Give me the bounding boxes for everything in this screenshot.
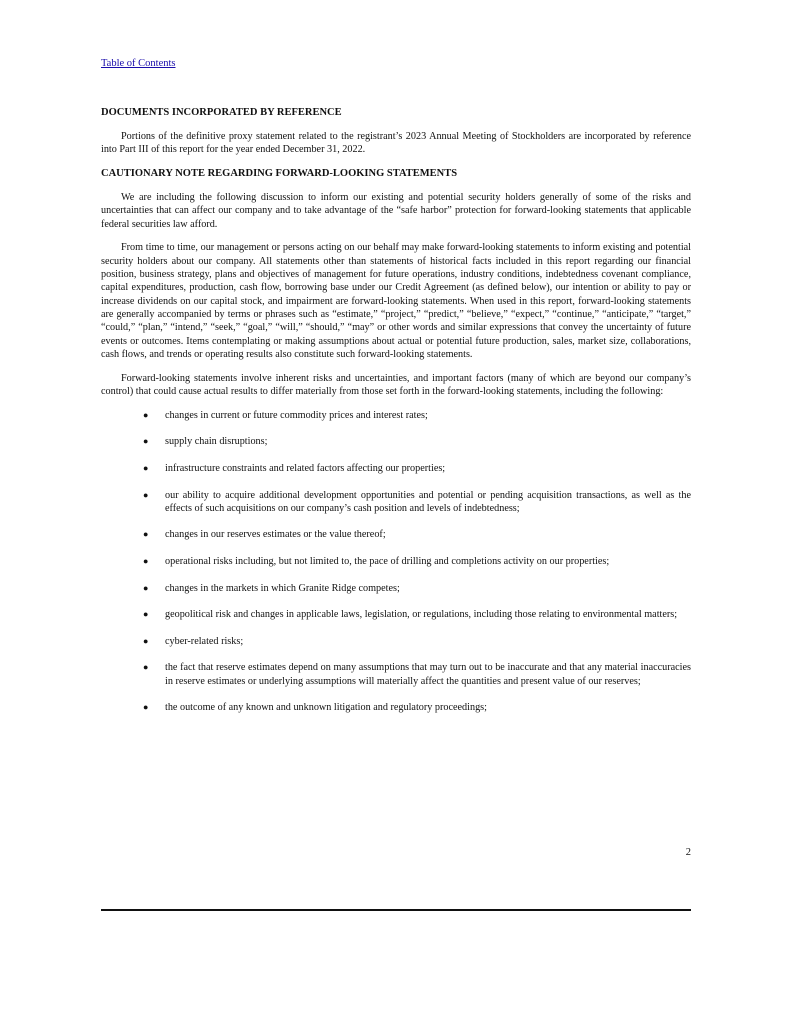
list-item-text: changes in the markets in which Granite Ridge competes; [165,582,400,594]
list-item-text: changes in current or future commodity prices and interest rates; [165,409,428,421]
list-item [101,528,691,541]
list-item [101,409,691,422]
list-item-text: operational risks including, but not limited to, the pace of drilling and completions activity on our properties; [165,556,610,568]
list-item-text: the outcome of any known and unknown litigation and regulatory proceedings; [165,702,487,714]
list-item [101,635,691,648]
bullet-icon: ● [143,409,149,420]
paragraph-risks-intro: Forward-looking statements involve inherent risks and uncertainties, and important factors (many of which are beyond our company’s control) that could cause actual results to differ materially from those set forth in the forward-looking statements, including the following: [101,372,691,397]
page-number: 2 [685,847,691,858]
table-of-contents-link[interactable]: Table of Contents [101,58,176,69]
list-item [101,701,691,714]
section-heading-documents-incorporated: DOCUMENTS INCORPORATED BY REFERENCE [101,107,342,118]
list-item-text: our ability to acquire additional development opportunities and potential or pending acquisition transactions, as well as the effects of such acquisitions on our company’s cash position and levels of indebtedness; [165,489,691,514]
bullet-icon: ● [143,462,149,473]
list-item [101,435,691,448]
paragraph-forward-looking-definition: From time to time, our management or persons acting on our behalf may make forward-looking statements to inform existing and potential security holders about our company. All statements other than statements of historical facts included in this report regarding our financial position, business strategy, plans and objectives of management for future operations, industry conditions, indebtedness covenant compliance, capital expenditures, production, cash flow, borrowing base under our Credit Agreement (as defined below), our intention or ability to pay or increase dividends on our capital stock, and impairment are forward-looking statements. When used in this report, forward-looking statements are generally accompanied by terms or phrases such as “estimate,” “project,” “predict,” “believe,” “expect,” “continue,” “anticipate,” “target,” “could,” “plan,” “intend,” “seek,” “goal,” “will,” “should,” “may” or other words and similar expressions that convey the uncertainty of future events or outcomes. Items contemplating or making assumptions about actual or potential future production, sales, market size, collaborations, cash flows, and trends or operating results also constitute such forward-looking statements. [101,242,691,360]
list-item [101,661,691,688]
list-item [101,489,691,516]
bullet-icon: ● [143,529,149,540]
paragraph-proxy-statement: Portions of the definitive proxy statement related to the registrant’s 2023 Annual Meeting of Stockholders are incorporated by reference into Part III of this report for the year ended December 31, 2022. [101,131,691,156]
list-item-text: infrastructure constraints and related factors affecting our properties; [165,462,446,474]
paragraph-safe-harbor: We are including the following discussion to inform our existing and potential security holders generally of some of the risks and uncertainties that can affect our company and to take advantage of the “safe harbor” protection for forward-looking statements that applicable federal securities law afford. [101,192,691,230]
list-item [101,462,691,475]
list-item [101,608,691,621]
bullet-icon: ● [143,702,149,713]
list-item-text: cyber-related risks; [165,635,244,647]
bullet-icon: ● [143,609,149,620]
list-item-text: supply chain disruptions; [165,436,268,448]
bullet-icon: ● [143,436,149,447]
bullet-icon: ● [143,556,149,567]
page-divider [101,909,691,911]
bullet-icon: ● [143,635,149,646]
bullet-icon: ● [143,489,149,500]
list-item-text: geopolitical risk and changes in applicable laws, legislation, or regulations, including those relating to environmental matters; [165,609,678,621]
list-item [101,555,691,568]
risk-factor-list [101,409,691,715]
page-content [101,106,691,728]
list-item-text: the fact that reserve estimates depend on many assumptions that may turn out to be inaccurate and that any material inaccuracies in reserve estimates or underlying assumptions will materially affect the quantities and present value of our reserves; [165,662,691,687]
section-heading-cautionary-note: CAUTIONARY NOTE REGARDING FORWARD-LOOKING STATEMENTS [101,168,458,180]
bullet-icon: ● [143,662,149,673]
bullet-icon: ● [143,582,149,593]
list-item-text: changes in our reserves estimates or the value thereof; [165,529,386,541]
list-item [101,582,691,595]
document-page [101,0,691,1024]
